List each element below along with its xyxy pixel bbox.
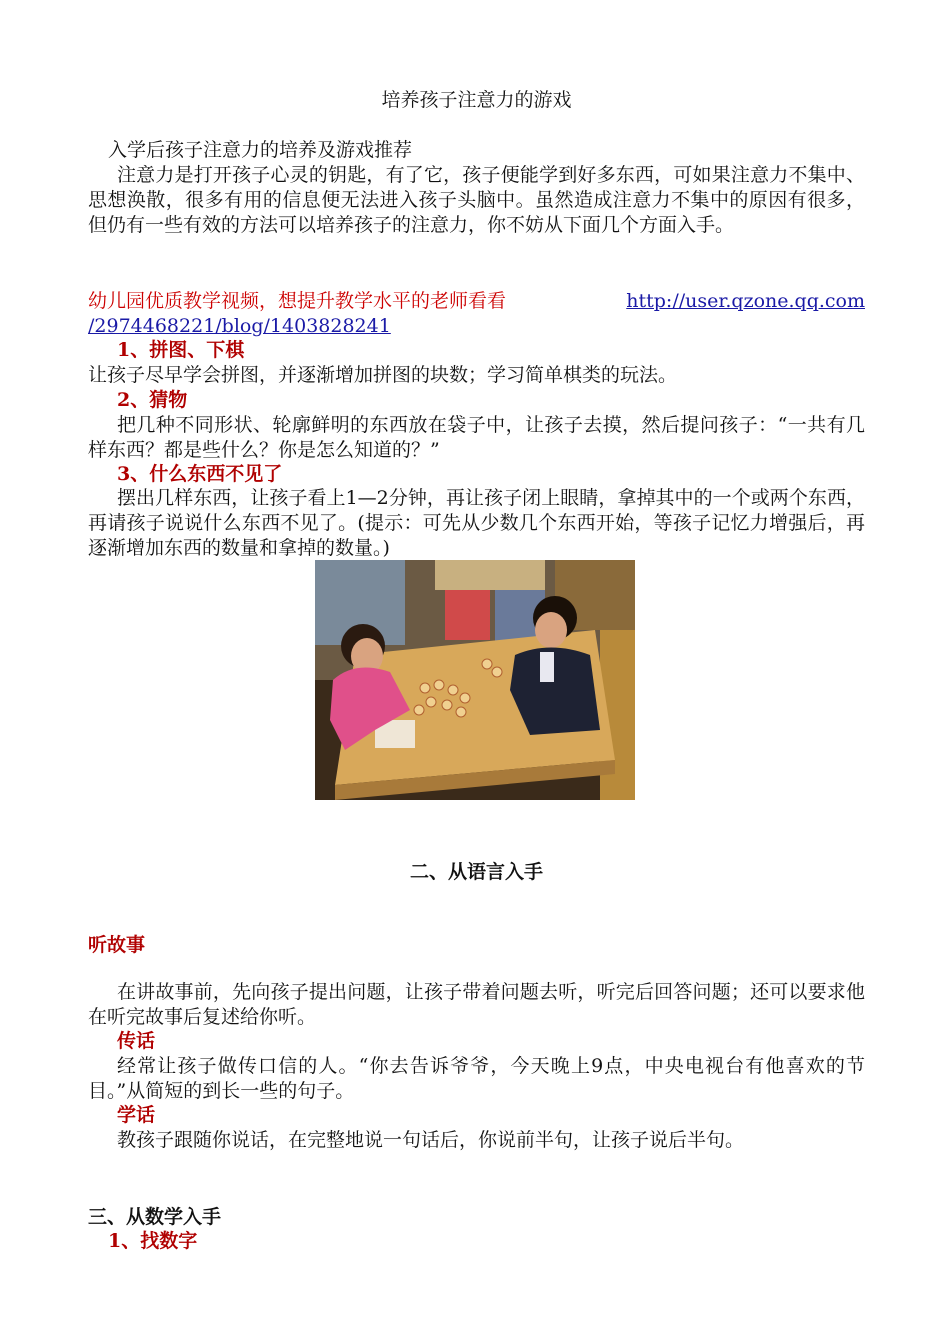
promo-line — [88, 289, 865, 339]
game2-text: 把几种不同形状、轮廓鲜明的东西放在袋子中，让孩子去摸，然后提问孩子：“一共有几样东西？都是些什么？你是怎么知道的？” — [88, 414, 865, 461]
story-title: 听故事 — [88, 934, 146, 956]
story-text: 在讲故事前，先向孩子提出问题，让孩子带着问题去听，听完后回答问题；还可以要求他在听完故事后复述给你听。 — [88, 981, 865, 1028]
children-playing-chess-photo — [315, 560, 635, 800]
relay-title: 传话 — [117, 1030, 156, 1052]
document-title: 培养孩子注意力的游戏 — [381, 89, 572, 111]
math1-title: 1、找数字 — [108, 1230, 198, 1252]
intro-heading: 入学后孩子注意力的培养及游戏推荐 — [108, 139, 413, 161]
section2-title: 二、从语言入手 — [409, 861, 543, 883]
promo-text: 幼儿园优质教学视频，想提升教学水平的老师看看 — [88, 290, 507, 312]
mimic-text: 教孩子跟随你说话，在完整地说一句话后，你说前半句，让孩子说后半句。 — [117, 1129, 745, 1151]
intro-paragraph: 注意力是打开孩子心灵的钥匙，有了它，孩子便能学到好多东西，可如果注意力不集中、思想涣散，很多有用的信息便无法进入孩子头脑中。虽然造成注意力不集中的原因有很多，但仍有一些有效的方法可以培养孩子的注意力，你不妨从下面几个方面入手。 — [88, 164, 865, 236]
game3-text: 摆出几样东西，让孩子看上1—2分钟，再让孩子闭上眼睛，拿掉其中的一个或两个东西，再请孩子说说什么东西不见了。(提示：可先从少数几个东西开始，等孩子记忆力增强后，再逐渐增加东西的数量和拿掉的数量。) — [88, 487, 865, 559]
mimic-title: 学话 — [117, 1104, 156, 1126]
relay-text: 经常让孩子做传口信的人。“你去告诉爷爷，今天晚上9点，中央电视台有他喜欢的节目。”从简短的到长一些的句子。 — [88, 1055, 865, 1102]
game3-title: 3、什么东西不见了 — [117, 463, 283, 485]
promo-link-1[interactable]: http://user.qzone.qq.com — [626, 290, 865, 312]
game1-title: 1、拼图、下棋 — [117, 339, 245, 361]
game1-text: 让孩子尽早学会拼图，并逐渐增加拼图的块数；学习简单棋类的玩法。 — [88, 364, 678, 386]
document-page — [88, 0, 865, 1344]
game2-title: 2、猜物 — [117, 389, 188, 411]
section3-title: 三、从数学入手 — [88, 1206, 222, 1228]
promo-link-2[interactable]: /2974468221/blog/1403828241 — [88, 315, 391, 337]
